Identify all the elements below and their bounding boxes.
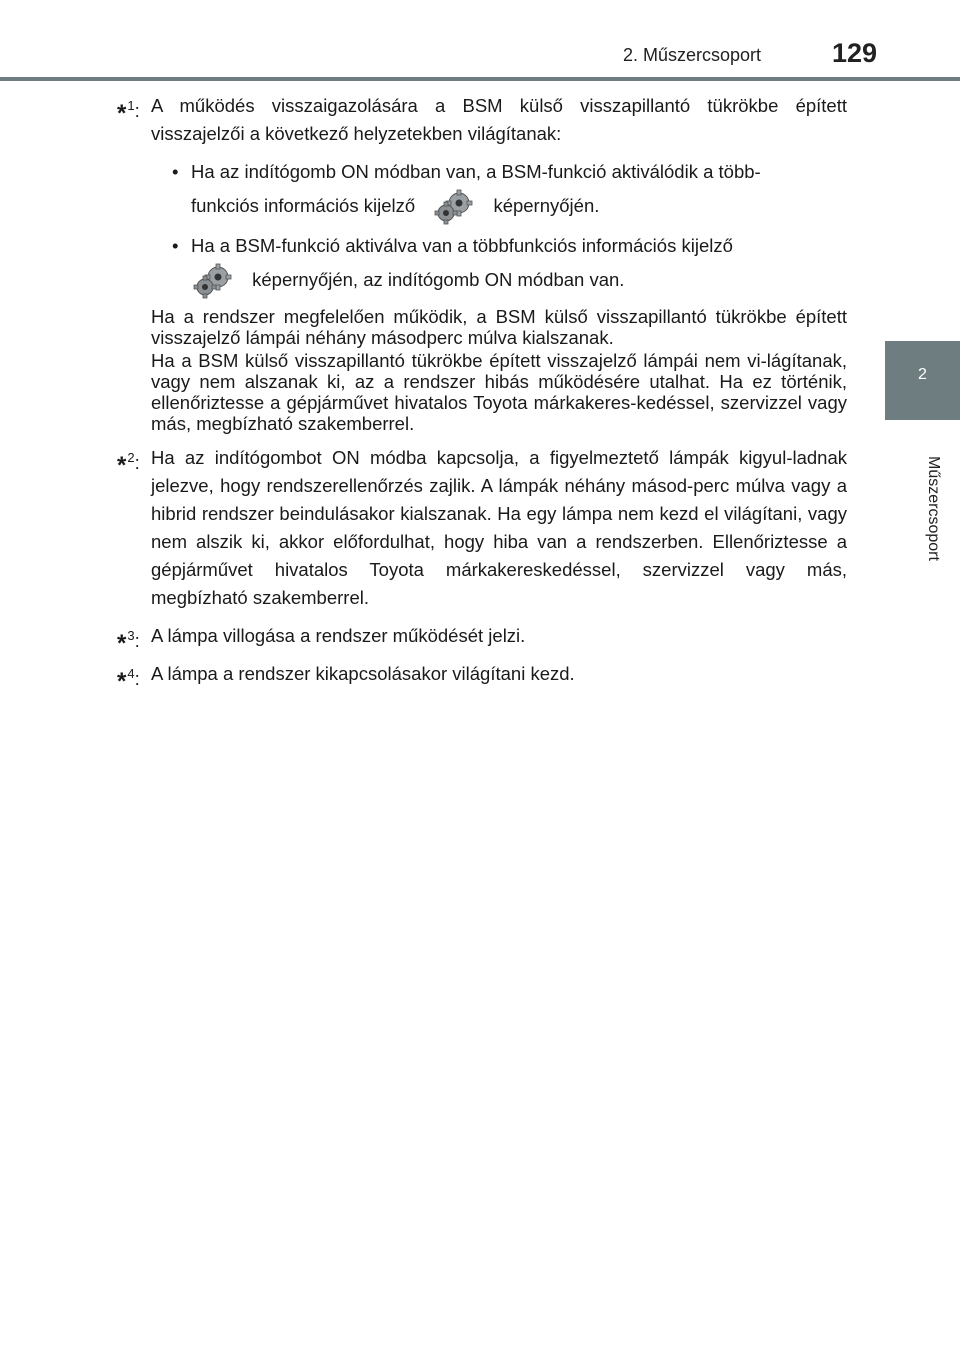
bullet-text-end: képernyőjén.: [493, 195, 600, 216]
footnote-2: [117, 444, 847, 612]
paragraph: Ha a BSM külső visszapillantó tükrökbe épített visszajelző lámpái nem vi-lágítanak, vagy nem alszanak ki, az a rendszer hibás működésére utalhat. Ha ez történik, ellenőriztesse a gépjárművet hivatalos Toyota márkakeres-kedéssel, szervizzel vagy más, megbízható szakemberrel.: [151, 350, 847, 434]
page-number: 129: [832, 38, 878, 68]
bullet-text-end: képernyőjén, az indítógomb ON módban van.: [252, 269, 625, 290]
bullet-text: Ha a BSM-funkció aktiválva van a többfunkciós információs kijelző: [191, 235, 733, 256]
footnote-text: A lámpa a rendszer kikapcsolásakor világítani kezd.: [151, 663, 575, 684]
footnote-4: [117, 660, 847, 695]
footnote-text: A működés visszaigazolására a BSM külső visszapillantó tükrökbe épített visszajelzői a következő helyzetekben világítanak:: [151, 95, 847, 144]
section-title: 2. Műszercsoport: [623, 45, 762, 65]
footnote-marker: *$^2$:: [117, 450, 140, 479]
chapter-tab-label: Műszercsoport: [925, 455, 942, 561]
footnote-text: Ha az indítógombot ON módba kapcsolja, a figyelmeztető lámpák kigyul-ladnak jelezve, hogy rendszerellenőrzés zajlik. A lámpák néhány másod-perc múlva vagy a hibrid rendszer beindulásakor kialszanak. Ha egy lámpa nem kezd el világítani, vagy nem alszik ki, akkor előfordulhat, hogy hiba van a rendszerben. Ellenőriztesse a gépjárművet hivatalos Toyota márkakereskedéssel, szervizzel vagy más, megbízható szakemberrel.: [151, 447, 847, 608]
footnote-marker: *$^1$:: [117, 98, 140, 127]
paragraph: Ha a rendszer megfelelően működik, a BSM külső visszapillantó tükrökbe épített visszajelző lámpái néhány másodperc múlva kialszanak.: [151, 306, 847, 348]
list-item: • Ha a BSM-funkció aktiválva van a többfunkciós információs kijelző képernyőjén, az indítógomb ON módban van.: [191, 232, 847, 300]
chapter-tab-number: 2: [918, 366, 927, 383]
footnote-3: [117, 622, 847, 657]
footnote-1: [117, 92, 847, 434]
list-item: • Ha az indítógomb ON módban van, a BSM-funkció aktiválódik a több- funkciós információs kijelző képernyőjén.: [191, 158, 847, 226]
condition-list: [151, 158, 847, 300]
footnote-text: A lámpa villogása a rendszer működését jelzi.: [151, 625, 526, 646]
page-content: [117, 92, 847, 695]
footnote-marker: *$^4$:: [117, 666, 140, 695]
gear-settings-icon: [432, 189, 476, 225]
bullet-text: Ha az indítógomb ON módban van, a BSM-funkció aktiválódik a több-: [191, 161, 761, 182]
header-divider: [0, 77, 960, 81]
gear-settings-icon: [191, 263, 235, 299]
bullet-text-cont: funkciós információs kijelző: [191, 195, 416, 216]
chapter-tab: [885, 341, 960, 420]
footnote-marker: *$^3$:: [117, 628, 140, 657]
